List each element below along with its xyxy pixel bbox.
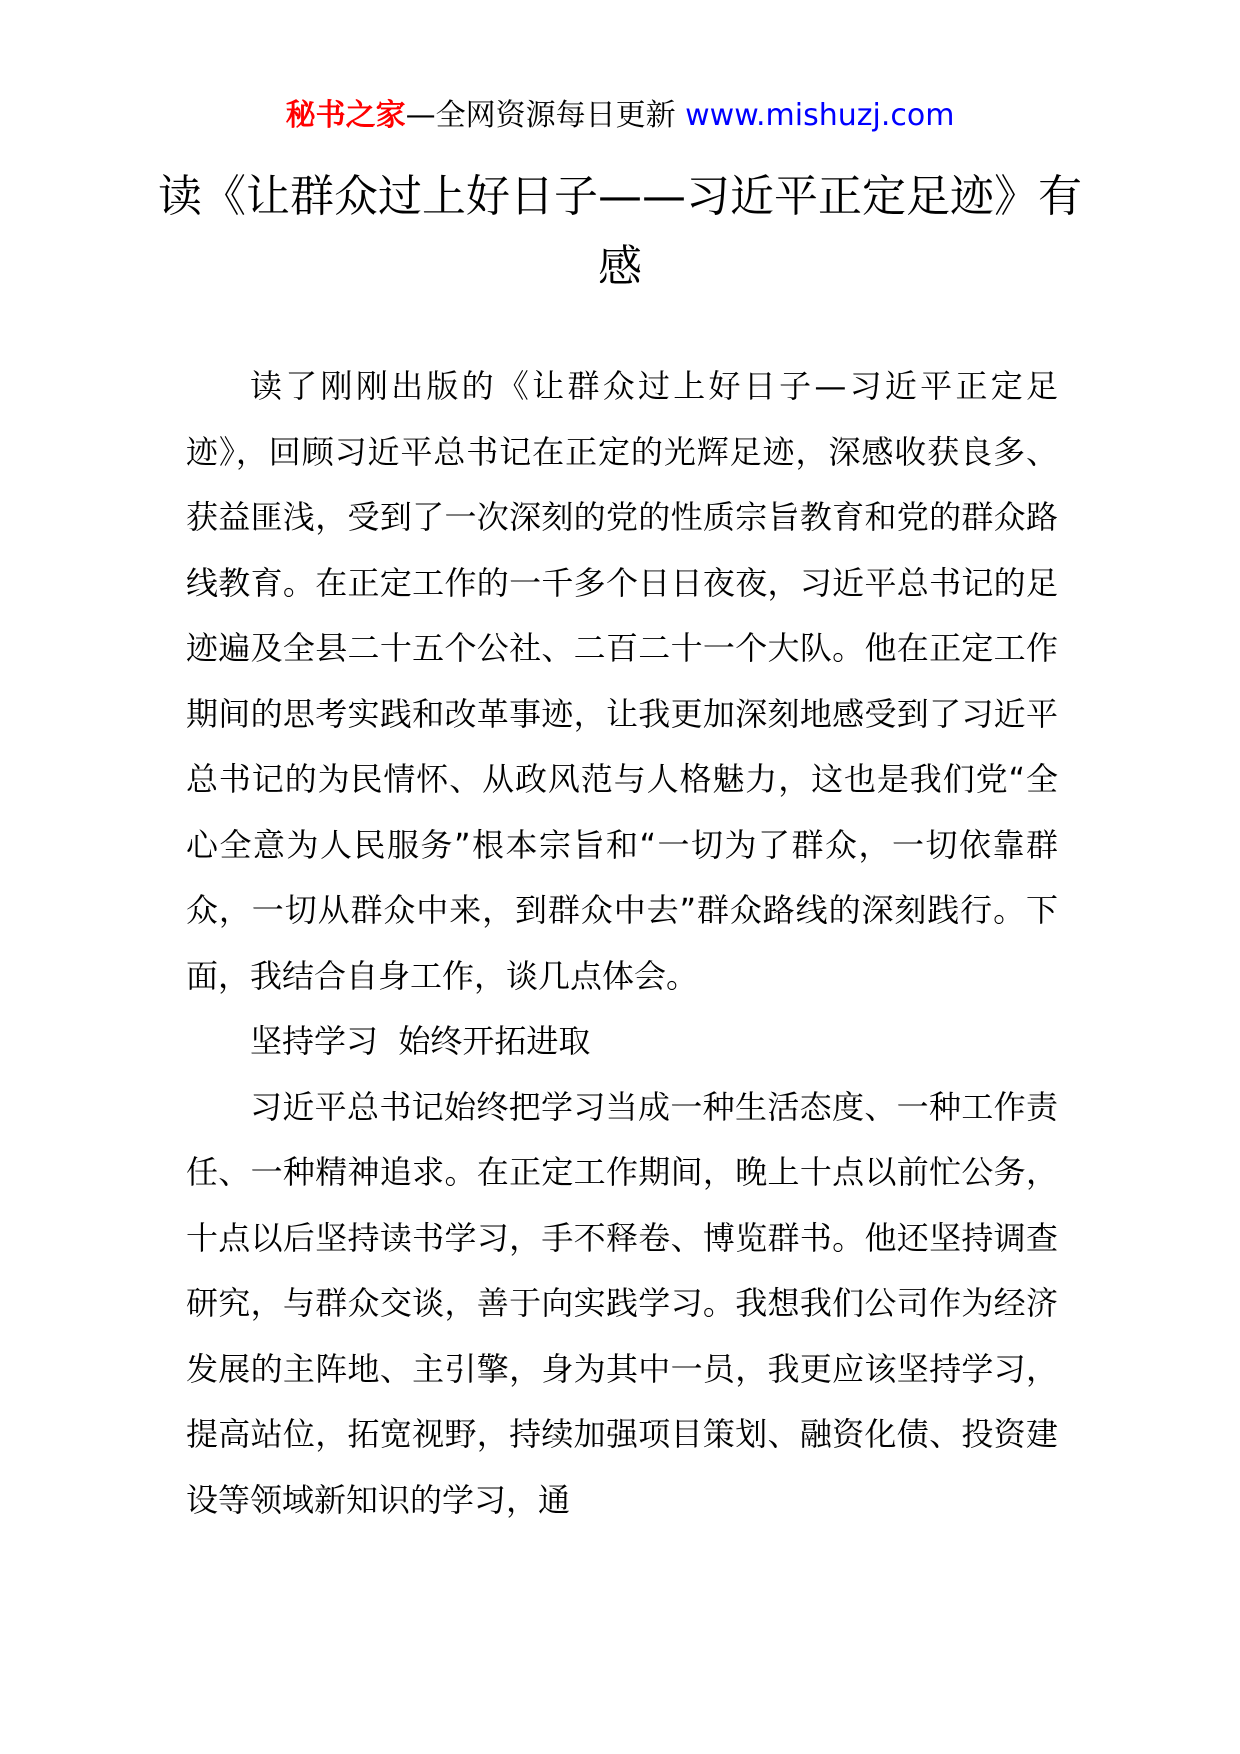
paragraph-learning: 习近平总书记始终把学习当成一种生活态度、一种工作责任、一种精神追求。在正定工作期间，晚上十点以前忙公务，十点以后坚持读书学习，手不释卷、博览群书。他还坚持调查研究，与群众交谈，善于向实践学习。我想我们公司作为经济发展的主阵地、主引擎，身为其中一员，我更应该坚持学习，提高站位，拓宽视野，持续加强项目策划、融资化债、投资建设等领域新知识的学习，通: [186, 1087, 1058, 1519]
paragraph-intro: 读了刚刚出版的《让群众过上好日子—习近平正定足迹》，回顾习近平总书记在正定的光辉足迹，深感收获良多、获益匪浅，受到了一次深刻的党的性质宗旨教育和党的群众路线教育。在正定工作的一千多个日日夜夜，习近平总书记的足迹遍及全县二十五个公社、二百二十一个大队。他在正定工作期间的思考实践和改革事迹，让我更加深刻地感受到了习近平总书记的为民情怀、从政风范与人格魅力，这也是我们党“全心全意为人民服务”根本宗旨和“一切为了群众，一切依靠群众，一切从群众中来，到群众中去”群众路线的深刻践行。下面，我结合自身工作，谈几点体会。: [186, 367, 1058, 995]
document-body: [186, 354, 1058, 1533]
site-tagline: —全网资源每日更新: [405, 98, 676, 133]
section-heading: 坚持学习 始终开拓进取: [250, 1022, 591, 1060]
site-url-link[interactable]: www.mishuzj.com: [685, 98, 955, 133]
document-title: 读《让群众过上好日子——习近平正定足迹》有感: [158, 171, 1082, 292]
site-brand: 秘书之家: [285, 98, 406, 133]
site-header: [0, 96, 1240, 136]
